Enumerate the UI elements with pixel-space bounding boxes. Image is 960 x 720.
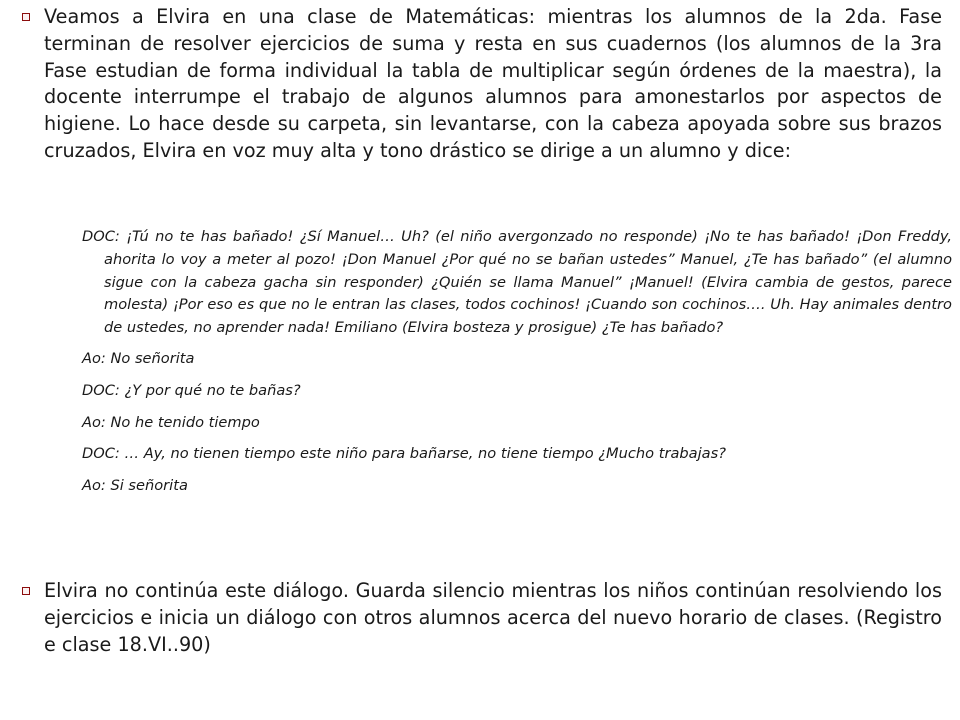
square-bullet-icon [22, 13, 30, 21]
dialogue-line-ao-1: Ao: No señorita [82, 349, 195, 367]
intro-paragraph-text: Veamos a Elvira en una clase de Matemáticas: mientras los alumnos de la 2da. Fase terminan de resolver ejercicios de suma y resta en sus cuadernos (los alumnos de la 3ra Fase estudian de forma individual la tabla de multiplicar según órdenes de la maestra), la docente interrumpe el trabajo de algunos alumnos para amonestarlos por aspectos de higiene. Lo hace desde su carpeta, sin levantarse, con la cabeza apoyada sobre sus brazos cruzados, Elvira en voz muy alta y tono drástico se dirige a un alumno y dice: [44, 5, 942, 162]
dialogue-line-doc-3: DOC: … Ay, no tienen tiempo este niño para bañarse, no tiene tiempo ¿Mucho trabajas? [82, 445, 726, 463]
bullet-paragraph-intro [22, 4, 942, 165]
square-bullet-icon [22, 587, 30, 595]
dialogue-line-doc-1: DOC: ¡Tú no te has bañado! ¿Sí Manuel… Uh? (el niño avergonzado no responde) ¡No te has bañado! ¡Don Freddy, ahorita lo voy a meter al pozo! ¡Don Manuel ¿Por qué no se bañan ustedes” Manuel, ¿Te has bañado” (el alumno sigue con la cabeza gacha sin responder) ¿Quién se llama Manuel” ¡Manuel! (Elvira cambia de gestos, parece molesta) ¡Por eso es que no le entran las clases, todos cochinos! ¡Cuando son cochinos…. Uh. Hay animales dentro de ustedes, no aprender nada! Emiliano (Elvira bosteza y prosigue) ¿Te has bañado? [82, 228, 952, 337]
conclusion-paragraph-text: Elvira no continúa este diálogo. Guarda silencio mientras los niños continúan resolviendo los ejercicios e inicia un diálogo con otros alumnos acerca del nuevo horario de clases. (Registro e clase 18.VI..90) [44, 579, 942, 656]
dialogue-line-doc-2: DOC: ¿Y por qué no te bañas? [82, 381, 301, 399]
dialogue-transcript [82, 226, 952, 507]
dialogue-line-ao-3: Ao: Si señorita [82, 477, 188, 495]
bullet-paragraph-conclusion [22, 578, 942, 658]
dialogue-line-ao-2: Ao: No he tenido tiempo [82, 413, 260, 431]
